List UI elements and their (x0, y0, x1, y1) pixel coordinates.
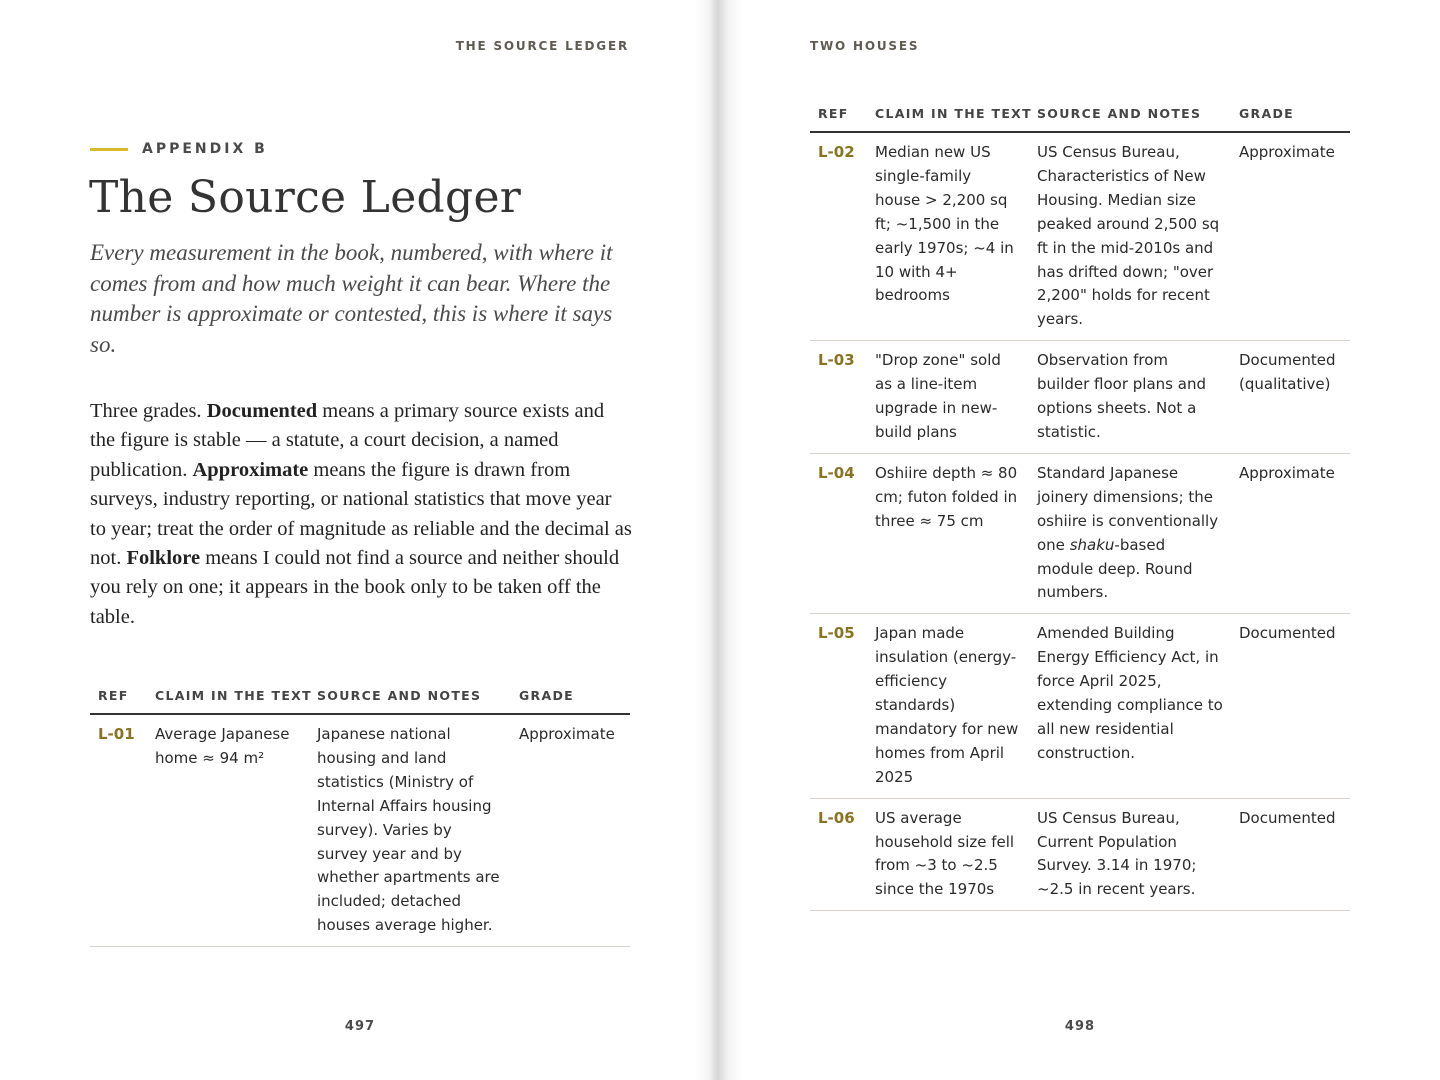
intro-text-1: Three grades. (90, 400, 207, 422)
running-head-right: TWO HOUSES (810, 39, 920, 53)
row-source: Amended Building Energy Efficiency Act, in force April 2025, extending compliance to all new residential construction. (1029, 614, 1231, 798)
row-claim: Japan made insulation (energy-efficiency standards) mandatory for new homes from April 2025 (867, 614, 1029, 798)
row-source: Observation from builder floor plans and options sheets. Not a statistic. (1029, 341, 1231, 454)
ledger-table-right (810, 102, 1350, 911)
source-text-pre: Standard Japanese joinery dimensions; the oshiire is conventionally one (1037, 463, 1219, 554)
header-ref: REF (810, 102, 867, 132)
header-claim: CLAIM IN THE TEXT (867, 102, 1029, 132)
row-ref: L-04 (810, 453, 867, 613)
ledger-table-left (90, 684, 630, 947)
kicker-label: APPENDIX B (142, 141, 268, 157)
source-text-emphasis: shaku (1069, 535, 1115, 554)
row-ref: L-05 (810, 614, 867, 798)
row-grade: Documented (qualitative) (1231, 341, 1350, 454)
table-row (810, 453, 1350, 613)
appendix-kicker (90, 141, 268, 157)
intro-paragraph (90, 397, 632, 632)
header-ref: REF (90, 684, 147, 714)
grade-term-documented: Documented (206, 400, 318, 422)
row-grade: Approximate (1231, 132, 1350, 341)
row-source: US Census Bureau, Current Population Survey. 3.14 in 1970; ~2.5 in recent years. (1029, 798, 1231, 911)
row-claim: Average Japanese home ≈ 94 m² (147, 714, 309, 947)
row-ref: L-01 (90, 714, 147, 947)
table-header-row (810, 102, 1350, 132)
row-ref: L-06 (810, 798, 867, 911)
row-claim: Median new US single-family house > 2,200 sq ft; ~1,500 in the early 1970s; ~4 in 10 with 4+ bedrooms (867, 132, 1029, 341)
row-grade: Documented (1231, 798, 1350, 911)
table-row (810, 341, 1350, 454)
running-head-left: THE SOURCE LEDGER (455, 39, 629, 53)
row-claim: "Drop zone" sold as a line-item upgrade in new-build plans (867, 341, 1029, 454)
kicker-accent-rule (90, 148, 128, 151)
table-row (810, 798, 1350, 911)
intro-text-4: means I could not find a source and neither should you rely on one; it appears in the book only to be taken off the table. (90, 547, 620, 628)
row-ref: L-03 (810, 341, 867, 454)
row-source: Japanese national housing and land statistics (Ministry of Internal Affairs housing survey). Varies by survey year and by whether apartments are included; detached houses average higher. (309, 714, 511, 947)
table-row (90, 714, 630, 947)
page-number-right: 498 (1064, 1019, 1096, 1034)
header-grade: GRADE (1231, 102, 1350, 132)
grade-term-approximate: Approximate (192, 458, 309, 481)
header-source: SOURCE AND NOTES (1029, 102, 1231, 132)
lede-paragraph: Every measurement in the book, numbered, with where it comes from and how much weight it can bear. Where the number is approximate or contested, this is where it says so. (90, 240, 613, 357)
header-claim: CLAIM IN THE TEXT (147, 684, 309, 714)
row-claim: US average household size fell from ~3 to ~2.5 since the 1970s (867, 798, 1029, 911)
table-row (810, 132, 1350, 341)
row-source (1029, 453, 1231, 613)
row-claim: Oshiire depth ≈ 80 cm; futon folded in three ≈ 75 cm (867, 453, 1029, 613)
intro-text-3: means the figure is drawn from surveys, industry reporting, or national statistics that move year to year; treat the order of magnitude as reliable and the decimal as not. (90, 458, 632, 570)
right-page (720, 0, 1440, 1080)
grade-term-folklore: Folklore (126, 547, 201, 570)
row-grade: Approximate (511, 714, 630, 947)
row-ref: L-02 (810, 132, 867, 341)
header-grade: GRADE (511, 684, 630, 714)
source-text-post: -based module deep. Round numbers. (1037, 535, 1193, 602)
table-header-row (90, 684, 630, 714)
row-grade: Documented (1231, 614, 1350, 798)
intro-text-2: means a primary source exists and the figure is stable — a statute, a court decision, a named publication. (90, 400, 605, 481)
row-grade: Approximate (1231, 453, 1350, 613)
row-source: US Census Bureau, Characteristics of New Housing. Median size peaked around 2,500 sq ft in the mid-2010s and has drifted down; "over 2,200" holds for recent years. (1029, 132, 1231, 341)
header-source: SOURCE AND NOTES (309, 684, 511, 714)
table-row (810, 614, 1350, 798)
page-number-left: 497 (344, 1019, 376, 1034)
page-title: The Source Ledger (89, 172, 522, 223)
